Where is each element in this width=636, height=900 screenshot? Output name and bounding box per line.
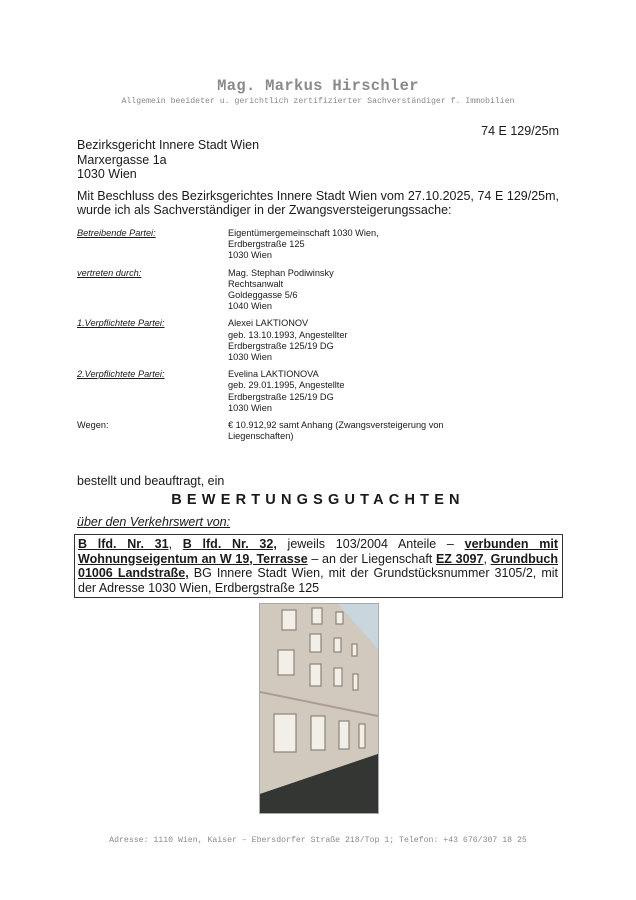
party-details (228, 228, 379, 262)
party-label: vertreten durch: (77, 267, 142, 278)
party-details (228, 420, 444, 442)
bestellt-text: bestellt und beauftragt, ein (77, 474, 225, 488)
letterhead-name: Mag. Markus Hirschler (217, 77, 419, 95)
court-street: Marxergasse 1a (77, 152, 167, 167)
party-details (228, 268, 334, 313)
property-grundbuch: Grundbuch 01006 Landstraße, (78, 551, 558, 580)
party-label: 1.Verpflichtete Partei: (77, 318, 165, 329)
text: – an der Liegenschaft (307, 551, 436, 566)
property-ownership: verbunden mit Wohnungseigentum an W 19, Terrasse (78, 537, 559, 566)
text: jeweils 103/2004 Anteile – (276, 537, 465, 551)
party-line: Alexei LAKTIONOV (228, 318, 309, 329)
party-row (77, 369, 559, 414)
party-label: 2.Verpflichtete Partei: (77, 369, 165, 380)
property-ez: EZ 3097 (435, 551, 484, 566)
party-row (77, 420, 559, 442)
party-row (77, 318, 559, 363)
party-line: Liegenschaften) (228, 431, 294, 442)
property-entry-32: B lfd. Nr. 32, (182, 537, 277, 551)
party-line: geb. 13.10.1993, Angestellter (228, 329, 348, 340)
party-line: Rechtsanwalt (228, 278, 284, 289)
subject-heading: über den Verkehrswert von: (77, 515, 231, 529)
party-details (228, 369, 344, 414)
party-line: 1030 Wien (228, 352, 272, 363)
party-line: Mag. Stephan Podiwinsky (228, 267, 334, 278)
party-line: Evelina LAKTIONOVA (228, 369, 319, 380)
building-photo (259, 603, 379, 814)
intro-paragraph: Mit Beschluss des Bezirksgerichtes Innere Stadt Wien vom 27.10.2025, 74 E 129/25m, wurde ich als Sachverständiger in der Zwangsversteigerungssache: (77, 189, 559, 217)
party-line: Erdbergstraße 125 (228, 239, 305, 250)
document-title: BEWERTUNGSGUTACHTEN (171, 492, 465, 508)
text: , (483, 551, 491, 566)
party-row (77, 268, 559, 313)
property-description-box (74, 534, 563, 598)
text: , (168, 537, 183, 551)
footer-contact: Adresse: 1110 Wien, Kaiser – Ebersdorfer Straße 218/Top 1; Telefon: +43 676/307 18 25 (109, 836, 527, 845)
party-line: 1030 Wien (228, 250, 272, 261)
party-row (77, 228, 559, 262)
party-line: € 10.912,92 samt Anhang (Zwangsversteigerung von (228, 420, 444, 431)
party-line: Erdbergstraße 125/19 DG (228, 340, 334, 351)
court-address (77, 138, 259, 182)
text: BG Innere Stadt Wien, mit der Grundstücksnummer 3105/2, mit der Adresse 1030 Wien, Erdbergstraße 125 (78, 566, 558, 595)
building-facade-image (260, 604, 378, 813)
party-label: Betreibende Partei: (77, 228, 156, 238)
party-details (228, 318, 348, 363)
parties-list (77, 228, 559, 448)
party-line: Erdbergstraße 125/19 DG (228, 391, 334, 402)
party-label: Wegen: (77, 420, 109, 431)
party-line: Eigentümergemeinschaft 1030 Wien, (228, 228, 379, 238)
case-reference: 74 E 129/25m (481, 124, 559, 138)
party-line: 1030 Wien (228, 402, 272, 413)
party-line: geb. 29.01.1995, Angestellte (228, 380, 345, 391)
property-entry-31: B lfd. Nr. 31 (78, 537, 169, 551)
letterhead-subtitle: Allgemein beeideter u. gerichtlich zertifizierter Sachverständiger f. Immobilien (121, 97, 515, 106)
party-line: 1040 Wien (228, 301, 272, 312)
court-name: Bezirksgericht Innere Stadt Wien (77, 138, 260, 152)
court-city: 1030 Wien (77, 167, 137, 181)
party-line: Goldeggasse 5/6 (228, 290, 298, 301)
